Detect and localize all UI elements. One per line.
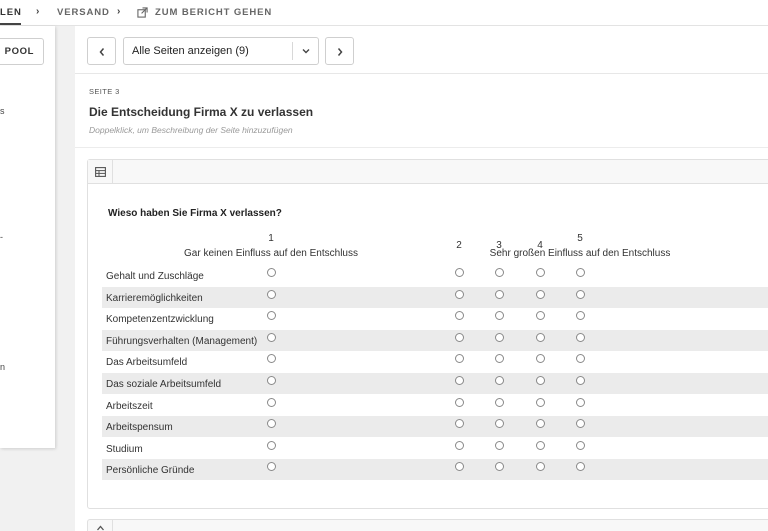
- chevron-left-icon: [98, 47, 106, 57]
- radio-option-2[interactable]: [455, 462, 464, 471]
- radio-option-1[interactable]: [267, 268, 276, 277]
- scale-number: 3: [496, 240, 502, 251]
- sidebar-item-fragment[interactable]: s: [0, 106, 5, 116]
- matrix-row: [102, 373, 768, 394]
- matrix-row: [102, 265, 768, 286]
- next-page-button[interactable]: [325, 37, 354, 65]
- breadcrumb-item-current[interactable]: LEN: [0, 7, 22, 18]
- matrix-row: [102, 330, 768, 351]
- pool-button[interactable]: POOL: [0, 38, 44, 65]
- radio-option-3[interactable]: [495, 441, 504, 450]
- page-select-value: Alle Seiten anzeigen (9): [132, 45, 249, 57]
- matrix-type-tab[interactable]: [88, 160, 113, 184]
- radio-option-1[interactable]: [267, 419, 276, 428]
- question-block-header: [88, 160, 768, 184]
- chevron-right-icon: ›: [117, 6, 121, 17]
- survey-editor: [75, 26, 768, 531]
- matrix-row-label: Führungsverhalten (Management): [106, 335, 258, 347]
- page-header: [75, 74, 768, 148]
- matrix-row-label: Studium: [106, 443, 143, 455]
- scale-number: 5: [577, 233, 583, 244]
- radio-option-2[interactable]: [455, 398, 464, 407]
- radio-option-5[interactable]: [576, 419, 585, 428]
- radio-option-1[interactable]: [267, 398, 276, 407]
- page-number-label: SEITE 3: [89, 87, 120, 96]
- radio-option-2[interactable]: [455, 376, 464, 385]
- breadcrumb-item-report[interactable]: ZUM BERICHT GEHEN: [155, 7, 273, 18]
- radio-option-2[interactable]: [455, 354, 464, 363]
- radio-option-1[interactable]: [267, 333, 276, 342]
- radio-option-1[interactable]: [267, 462, 276, 471]
- chevron-right-icon: [336, 47, 344, 57]
- matrix-row: [102, 438, 768, 459]
- radio-option-5[interactable]: [576, 354, 585, 363]
- question-text[interactable]: Wieso haben Sie Firma X verlassen?: [108, 208, 282, 219]
- radio-option-3[interactable]: [495, 419, 504, 428]
- scale-number: 2: [456, 240, 462, 251]
- radio-option-5[interactable]: [576, 376, 585, 385]
- radio-option-2[interactable]: [455, 419, 464, 428]
- matrix-row: [102, 459, 768, 480]
- radio-option-4[interactable]: [536, 333, 545, 342]
- sidebar-item-fragment[interactable]: n: [0, 362, 6, 372]
- radio-option-4[interactable]: [536, 268, 545, 277]
- scale-anchor-label: Sehr großen Einfluss auf den Entschluss: [489, 248, 671, 259]
- next-block-tab[interactable]: [88, 520, 113, 531]
- sidebar-panel: [0, 26, 55, 448]
- radio-option-3[interactable]: [495, 398, 504, 407]
- radio-option-5[interactable]: [576, 462, 585, 471]
- radio-option-1[interactable]: [267, 376, 276, 385]
- page-toolbar: [75, 26, 768, 74]
- chevron-down-icon: [301, 47, 311, 55]
- chevron-right-icon: ›: [36, 6, 40, 17]
- matrix-row-label: Persönliche Gründe: [106, 465, 195, 477]
- matrix-row-label: Gehalt und Zuschläge: [106, 271, 204, 282]
- radio-option-1[interactable]: [267, 354, 276, 363]
- external-link-icon: [137, 7, 148, 18]
- breadcrumb: [0, 0, 768, 26]
- matrix-row-label: Das soziale Arbeitsumfeld: [106, 379, 222, 390]
- radio-option-2[interactable]: [455, 268, 464, 277]
- radio-option-3[interactable]: [495, 376, 504, 385]
- active-tab-indicator: [0, 23, 21, 25]
- table-icon: [95, 167, 106, 177]
- radio-option-5[interactable]: [576, 333, 585, 342]
- chevron-up-icon: [96, 524, 105, 531]
- previous-page-button[interactable]: [87, 37, 116, 65]
- matrix-row: [102, 287, 768, 308]
- radio-option-3[interactable]: [495, 290, 504, 299]
- radio-option-4[interactable]: [536, 441, 545, 450]
- matrix-row: [102, 308, 768, 329]
- select-divider: [292, 42, 293, 60]
- radio-option-3[interactable]: [495, 462, 504, 471]
- radio-option-5[interactable]: [576, 268, 585, 277]
- radio-option-5[interactable]: [576, 398, 585, 407]
- radio-option-3[interactable]: [495, 311, 504, 320]
- radio-option-5[interactable]: [576, 290, 585, 299]
- matrix-row-label: Arbeitszeit: [106, 400, 153, 412]
- matrix-row: [102, 416, 768, 437]
- radio-option-2[interactable]: [455, 290, 464, 299]
- radio-option-4[interactable]: [536, 398, 545, 407]
- matrix-row-label: Karrieremöglichkeiten: [106, 292, 203, 304]
- matrix-row-label: Arbeitspensum: [106, 422, 173, 434]
- radio-option-4[interactable]: [536, 376, 545, 385]
- radio-option-1[interactable]: [267, 290, 276, 299]
- radio-option-3[interactable]: [495, 268, 504, 277]
- radio-option-2[interactable]: [455, 333, 464, 342]
- radio-option-4[interactable]: [536, 462, 545, 471]
- matrix-row: [102, 351, 768, 372]
- next-question-block[interactable]: [87, 519, 768, 531]
- radio-option-4[interactable]: [536, 354, 545, 363]
- radio-option-4[interactable]: [536, 290, 545, 299]
- radio-option-1[interactable]: [267, 311, 276, 320]
- radio-option-3[interactable]: [495, 333, 504, 342]
- matrix-row-label: Kompetenzentzwicklung: [106, 314, 214, 326]
- page-description-hint[interactable]: Doppelklick, um Beschreibung der Seite hinzuzufügen: [89, 125, 293, 135]
- scale-anchor-label: Gar keinen Einfluss auf den Entschluss: [184, 248, 358, 259]
- breadcrumb-item-versand[interactable]: VERSAND: [57, 7, 110, 18]
- radio-option-2[interactable]: [455, 441, 464, 450]
- radio-option-1[interactable]: [267, 441, 276, 450]
- scale-number: 1: [268, 233, 274, 244]
- radio-option-3[interactable]: [495, 354, 504, 363]
- sidebar-item-fragment[interactable]: -: [0, 232, 3, 242]
- radio-option-4[interactable]: [536, 419, 545, 428]
- radio-option-4[interactable]: [536, 311, 545, 320]
- radio-option-2[interactable]: [455, 311, 464, 320]
- page-title[interactable]: Die Entscheidung Firma X zu verlassen: [89, 105, 314, 119]
- page-select[interactable]: [123, 37, 319, 65]
- matrix-row: [102, 395, 768, 416]
- radio-option-5[interactable]: [576, 441, 585, 450]
- question-block[interactable]: [87, 159, 768, 509]
- radio-option-5[interactable]: [576, 311, 585, 320]
- matrix-row-label: Das Arbeitsumfeld: [106, 357, 188, 369]
- scale-number: 4: [537, 240, 543, 251]
